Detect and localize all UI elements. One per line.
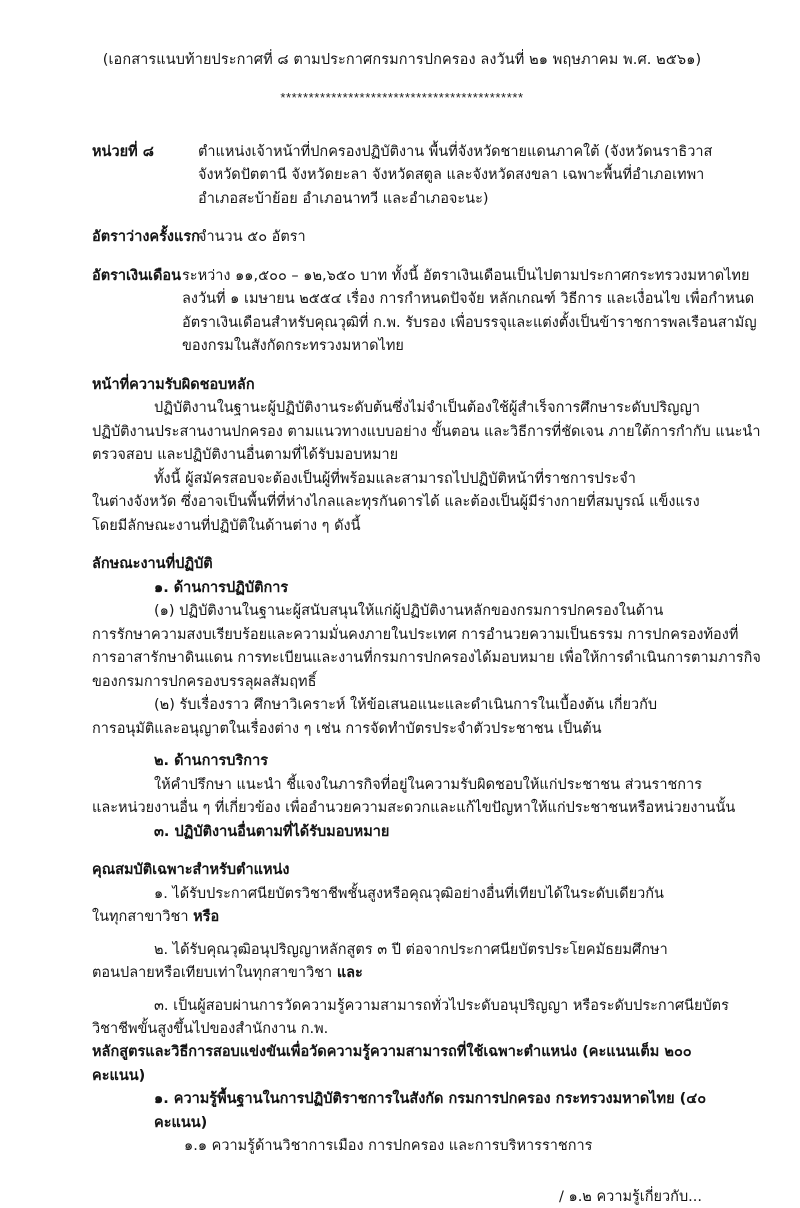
job-2-1-line-2: และหน่วยงานอื่น ๆ ที่เกี่ยวข้อง เพื่ออำนวยความสะดวกและแก้ไขปัญหาให้แก่ประชาชนหรือหน่วยงานนั้น bbox=[92, 800, 736, 817]
job-nature-item-1-sub-2 bbox=[92, 694, 712, 741]
exam-heading: หลักสูตรและวิธีการสอบแข่งขันเพื่อวัดความรู้ความสามารถที่ใช้เฉพาะตำแหน่ง (คะแนนเต็ม ๒๐๐ คะแนน) bbox=[92, 1044, 692, 1084]
vacancy-label: อัตราว่างครั้งแรก bbox=[92, 229, 200, 246]
job-nature-item-2-title: ๒. ด้านการบริการ bbox=[154, 753, 268, 770]
job-nature-item-1-title: ๑. ด้านการปฏิบัติการ bbox=[154, 579, 289, 596]
page-continuation-note: / ๑.๒ ความรู้เกี่ยวกับ... bbox=[559, 1188, 702, 1205]
unit-line-1: ตำแหน่งเจ้าหน้าที่ปกครองปฏิบัติงาน พื้นที่จังหวัดชายแดนภาคใต้ (จังหวัดนราธิวาส bbox=[198, 144, 713, 160]
qual-2-line-1: ๒. ได้รับคุณวุฒิอนุปริญญาหลักสูตร ๓ ปี ต่อจากประกาศนียบัตรประโยคมัธยมศึกษา bbox=[154, 941, 668, 958]
exam-item-1: ๑. ความรู้พื้นฐานในการปฏิบัติราชการในสังกัด กรมการปกครอง กระทรวงมหาดไทย (๔๐ คะแนน) bbox=[154, 1091, 707, 1131]
unit-body bbox=[198, 141, 712, 211]
responsibility-p1-line-3: ตรวจสอบ และปฏิบัติงานอื่นตามที่ได้รับมอบหมาย bbox=[92, 447, 399, 464]
salary-body bbox=[182, 265, 757, 359]
qual-3-line-2: วิชาชีพขั้นสูงขึ้นไปของสำนักงาน ก.พ. bbox=[92, 1020, 329, 1037]
responsibility-p2-line-3: โดยมีลักษณะงานที่ปฏิบัติในด้านต่าง ๆ ดังนี้ bbox=[92, 517, 361, 534]
salary-line-2: ลงวันที่ ๑ เมษายน ๒๕๕๔ เรื่อง การกำหนดปัจจัย หลักเกณฑ์ วิธีการ และเงื่อนไข เพื่อกำหนด bbox=[182, 291, 755, 308]
job-1-1-line-2: การรักษาความสงบเรียบร้อยและความมั่นคงภายในประเทศ การอำนวยความเป็นธรรม การปกครองท้องที่ bbox=[92, 626, 739, 643]
responsibility-heading: หน้าที่ความรับผิดชอบหลัก bbox=[92, 376, 255, 393]
job-1-2-line-2: การอนุมัติและอนุญาตในเรื่องต่าง ๆ เช่น การจัดทำบัตรประจำตัวประชาชน เป็นต้น bbox=[92, 720, 602, 737]
qual-1-line-2-text: ในทุกสาขาวิชา bbox=[92, 909, 194, 926]
unit-row bbox=[92, 141, 712, 211]
responsibility-p2-line-1: ทั้งนี้ ผู้สมัครสอบจะต้องเป็นผู้ที่พร้อมและสามารถไปปฏิบัติหน้าที่ราชการประจำ bbox=[154, 470, 636, 487]
job-nature-heading: ลักษณะงานที่ปฏิบัติ bbox=[92, 556, 213, 573]
qual-1-line-1: ๑. ได้รับประกาศนียบัตรวิชาชีพชั้นสูงหรือคุณวุฒิอย่างอื่นที่เทียบได้ในระดับเดียวกัน bbox=[154, 885, 664, 902]
salary-row bbox=[92, 265, 757, 359]
salary-line-1: ระหว่าง ๑๑,๕๐๐ – ๑๒,๖๕๐ บาท ทั้งนี้ อัตราเงินเดือนเป็นไปตามประกาศกระทรวงมหาดไทย bbox=[182, 267, 750, 284]
exam-item-1-1: ๑.๑ ความรู้ด้านวิชาการเมือง การปกครอง และการบริหารราชการ bbox=[184, 1138, 593, 1155]
document-content bbox=[92, 0, 761, 1208]
unit-line-2: จังหวัดปัตตานี จังหวัดยะลา จังหวัดสตูล และจังหวัดสงขลา เฉพาะพื้นที่อำเภอเทพา bbox=[198, 167, 705, 184]
qualification-item-3 bbox=[92, 995, 729, 1042]
qualification-item-2 bbox=[92, 939, 712, 986]
qual-1-trailing-bold: หรือ bbox=[193, 909, 220, 926]
job-2-1-line-1: ให้คำปรึกษา แนะนำ ชี้แจงในภารกิจที่อยู่ในความรับผิดชอบให้แก่ประชาชน ส่วนราชการ bbox=[154, 776, 703, 793]
unit-label: หน่วยที่ ๘ bbox=[92, 144, 154, 160]
qual-2-trailing-bold: และ bbox=[336, 965, 363, 982]
vacancy-row bbox=[92, 226, 712, 249]
qualifications-heading: คุณสมบัติเฉพาะสำหรับตำแหน่ง bbox=[92, 862, 290, 879]
job-1-1-line-1: (๑) ปฏิบัติงานในฐานะผู้สนับสนุนให้แก่ผู้ปฏิบัติงานหลักของกรมการปกครองในด้าน bbox=[154, 603, 664, 620]
salary-label: อัตราเงินเดือน bbox=[92, 267, 181, 284]
vacancy-value: จำนวน ๕๐ อัตรา bbox=[198, 229, 306, 246]
responsibility-paragraph-2 bbox=[92, 468, 712, 538]
job-nature-item-1-sub-1 bbox=[92, 600, 761, 694]
document-header-note: (เอกสารแนบท้ายประกาศที่ ๘ ตามประกาศกรมการปกครอง ลงวันที่ ๒๑ พฤษภาคม พ.ศ. ๒๕๖๑) bbox=[102, 52, 702, 68]
qualification-item-1 bbox=[92, 883, 712, 930]
job-1-1-line-4: ของกรมการปกครองบรรลุผลสัมฤทธิ์ bbox=[92, 673, 317, 690]
qual-2-line-2 bbox=[92, 962, 712, 985]
job-nature-item-3-title: ๓. ปฏิบัติงานอื่นตามที่ได้รับมอบหมาย bbox=[154, 823, 390, 840]
qual-2-line-2-text: ตอนปลายหรือเทียบเท่าในทุกสาขาวิชา bbox=[92, 965, 337, 982]
qual-3-line-1: ๓. เป็นผู้สอบผ่านการวัดความรู้ความสามารถทั่วไประดับอนุปริญญา หรือระดับประกาศนียบัตร bbox=[154, 997, 729, 1014]
responsibility-p2-line-2: ในต่างจังหวัด ซึ่งอาจเป็นพื้นที่ที่ห่างไกลและทุรกันดารได้ และต้องเป็นผู้มีร่างกายที่สมบูรณ์ แข็งแรง bbox=[92, 494, 700, 511]
qual-1-line-2 bbox=[92, 906, 712, 929]
responsibility-paragraph-1 bbox=[92, 397, 761, 467]
job-1-2-line-1: (๒) รับเรื่องราว ศึกษาวิเคราะห์ ให้ข้อเสนอแนะและดำเนินการในเบื้องต้น เกี่ยวกับ bbox=[154, 697, 658, 714]
job-nature-item-2-sub-1 bbox=[92, 774, 736, 821]
asterisk-divider: ******************************************* bbox=[280, 90, 524, 105]
salary-line-4: ของกรมในสังกัดกระทรวงมหาดไทย bbox=[182, 338, 404, 355]
job-1-1-line-3: การอาสารักษาดินแดน การทะเบียนและงานที่กรมการปกครองได้มอบหมาย เพื่อให้การดำเนินการตามภารกิจ bbox=[92, 650, 761, 667]
responsibility-p1-line-1: ปฏิบัติงานในฐานะผู้ปฏิบัติงานระดับต้นซึ่งไม่จำเป็นต้องใช้ผู้สำเร็จการศึกษาระดับปริญญา bbox=[154, 400, 701, 417]
salary-line-3: อัตราเงินเดือนสำหรับคุณวุฒิที่ ก.พ. รับรอง เพื่อบรรจุและแต่งตั้งเป็นข้าราชการพลเรือนสามัญ bbox=[182, 314, 757, 331]
unit-line-3: อำเภอสะบ้าย้อย อำเภอนาทวี และอำเภอจะนะ) bbox=[198, 190, 489, 207]
responsibility-p1-line-2: ปฏิบัติงานประสานงานปกครอง ตามแนวทางแบบอย่าง ขั้นตอน และวิธีการที่ชัดเจน ภายใต้การกำกับ แนะนำ bbox=[92, 423, 761, 440]
